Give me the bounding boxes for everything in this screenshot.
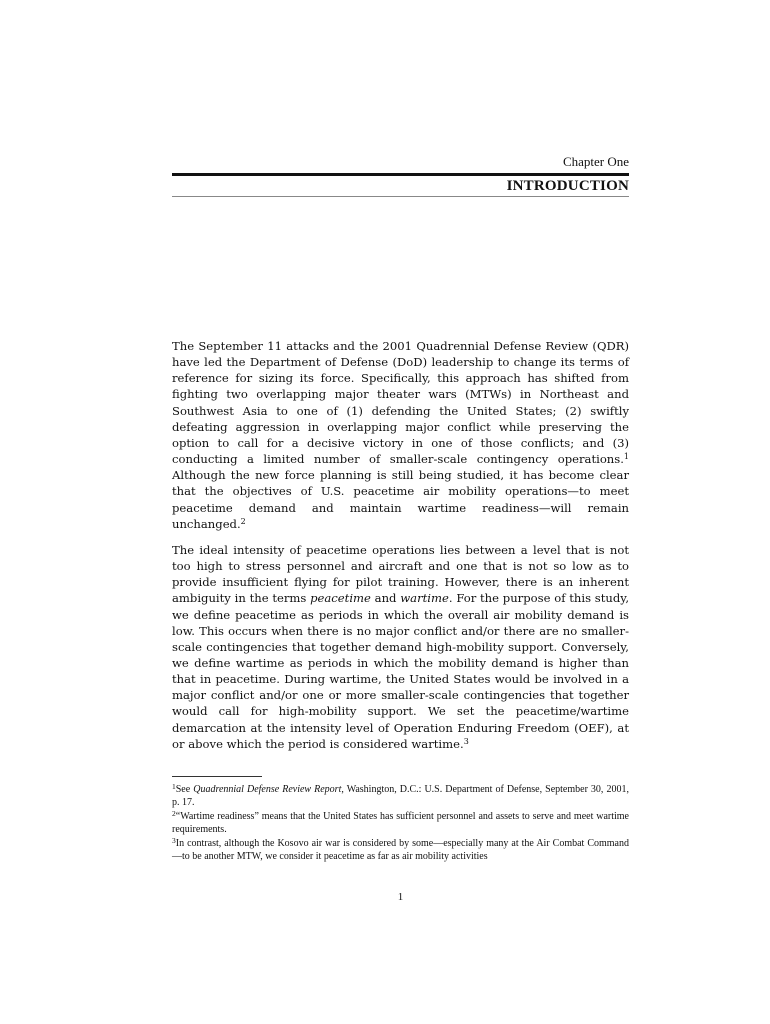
footnote-1-number: 1: [172, 782, 176, 791]
body-text: [172, 338, 629, 762]
page-number: 1: [397, 891, 404, 903]
footnote-1: [172, 784, 629, 809]
footnote-rule: [172, 776, 262, 777]
paragraph-2: [172, 542, 629, 752]
footnote-2-text: “Wartime readiness” means that the United States has sufficient personnel and assets to serve and meet wartime requirements.: [172, 811, 629, 835]
paragraph-1-text-a: The September 11 attacks and the 2001 Quadrennial Defense Review (QDR) have led the Department of Defense (DoD) leadership to change its terms of reference for sizing its force. Specifically, this approach has shifted from fighting two overlapping major theater wars (MTWs) in Northeast and Southwest Asia to one of (1) defending the United States; (2) swiftly defeating aggression in overlapping major conflict while preserving the option to call for a decisive victory in one of those conflicts; and (3) conducting a limited number of smaller-scale contingency operations.: [172, 339, 629, 467]
footnote-1-title: Quadrennial Defense Review Report: [193, 784, 342, 795]
chapter-title: INTRODUCTION: [506, 178, 629, 194]
footnote-3-number: 3: [172, 836, 176, 845]
footnote-1-pre: See: [175, 784, 194, 795]
footnote-3-text: In contrast, although the Kosovo air war is considered by some—especially many at the Air Combat Command—to be another MTW, we consider it peacetime as far as air mobility activities: [172, 838, 629, 862]
footnote-ref-3: 3: [463, 736, 469, 746]
term-peacetime: peacetime: [310, 591, 371, 606]
header-rule-thin: [172, 196, 629, 197]
footnote-2: [172, 811, 629, 836]
chapter-label: Chapter One: [562, 154, 629, 169]
footnote-ref-1: 1: [623, 452, 629, 462]
footnote-ref-2: 2: [240, 516, 246, 526]
footnote-2-number: 2: [172, 809, 176, 818]
paragraph-2-and: and: [370, 591, 401, 606]
paragraph-1-text-b: Although the new force planning is still being studied, it has become clear that the objectives of U.S. peacetime air mobility operations—to meet peacetime demand and maintain wartime readiness—will remain unchanged.: [172, 468, 629, 531]
footnote-3: [172, 838, 629, 863]
paragraph-1: [172, 338, 629, 532]
chapter-header: [172, 154, 629, 197]
paragraph-2-text-a: The ideal intensity of peacetime operations lies between a level that is not too high to stress personnel and aircraft and one that is not so low as to provide insufficient flying for pilot training. However, there is an inherent ambiguity in the terms: [172, 542, 629, 606]
paragraph-2-text-b: . For the purpose of this study, we define peacetime as periods in which the overall air mobility demand is low. This occurs when there is no major conflict and/or there are no smaller-scale contingencies that together demand high-mobility support. Conversely, we define wartime as periods in which the mobility demand is higher than that in peacetime. During wartime, the United States would be involved in a major conflict and/or one or more smaller-scale contingencies that together would call for high-mobility support. We set the peacetime/wartime demarcation at the intensity level of Operation Enduring Freedom (OEF), at or above which the period is considered wartime.: [172, 591, 630, 751]
footnotes: [172, 784, 629, 865]
header-rule-thick: [172, 173, 629, 176]
term-wartime: wartime: [400, 591, 449, 606]
footnote-1-post: , Washington, D.C.: U.S. Department of Defense, September 30, 2001, p. 17.: [172, 784, 629, 808]
